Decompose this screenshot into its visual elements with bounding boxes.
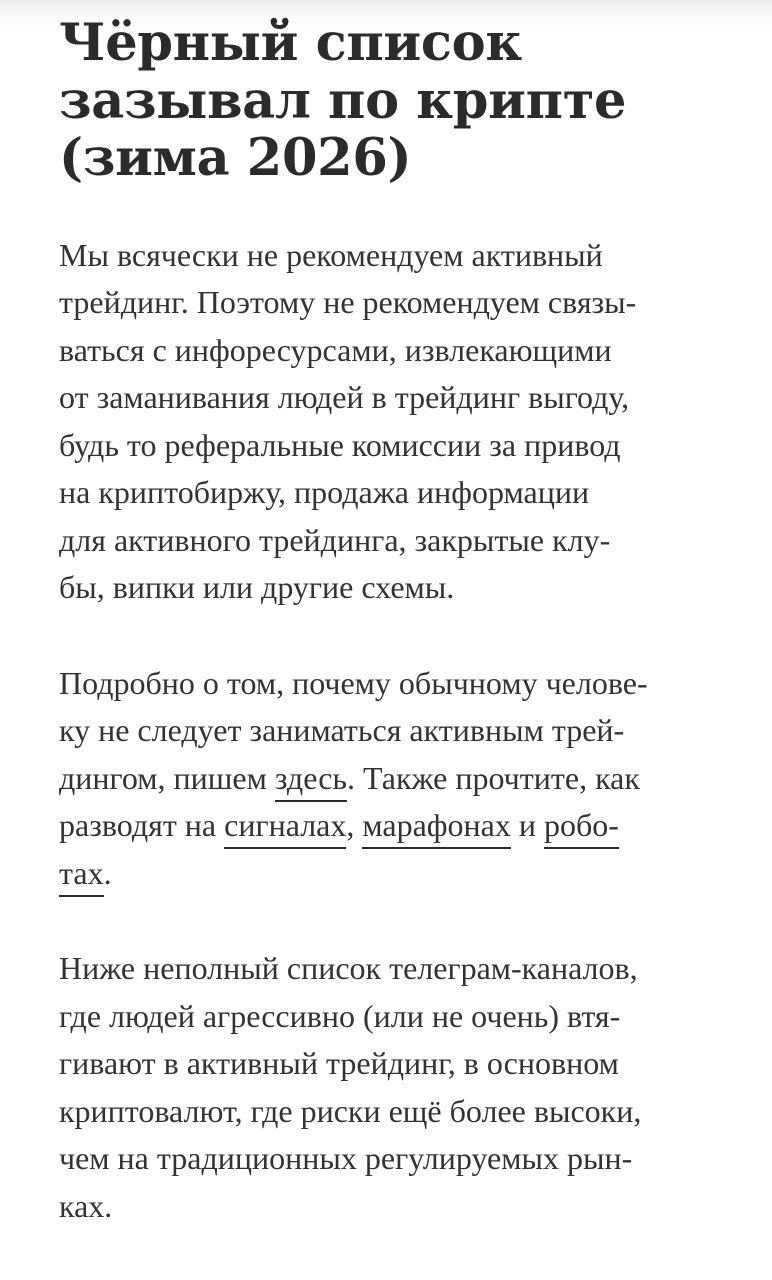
paragraph-line: от заманивания людей в трейдинг выгоду, xyxy=(59,379,630,415)
paragraph-line: Мы всячески не рекомендуем активный xyxy=(59,236,603,273)
link-robots[interactable]: робо- xyxy=(544,807,619,849)
paragraph-line xyxy=(59,802,728,850)
paragraph-line: ку не следует заниматься активным трей- xyxy=(59,712,625,748)
text-fragment: и xyxy=(510,807,544,843)
paragraph-line: на криптобиржу, продажа информации xyxy=(59,474,590,510)
article-title xyxy=(59,0,728,188)
link-here[interactable]: здесь xyxy=(275,760,347,802)
paragraph-line: Подробно о том, почему обычному челове- xyxy=(59,664,648,701)
links-paragraph xyxy=(59,660,728,898)
paragraph-line: будь то реферальные комиссии за привод xyxy=(59,426,621,463)
text-fragment: дингом, пишем xyxy=(59,759,275,796)
text-fragment: . Также прочтите, как xyxy=(346,759,640,796)
paragraph-line: чем на традиционных регулируемых рын- xyxy=(59,1140,633,1176)
link-marathons[interactable]: марафонах xyxy=(362,807,511,849)
paragraph-line: ках. xyxy=(59,1187,113,1224)
paragraph-line: где людей агрессивно (или не очень) втя- xyxy=(59,997,621,1034)
paragraph-line: трейдинг. Поэтому не рекомендуем связы- xyxy=(59,284,637,320)
paragraph-line: Ниже неполный список телеграм-каналов, xyxy=(59,950,638,986)
list-intro-paragraph xyxy=(59,945,728,1230)
text-fragment: . xyxy=(103,854,112,891)
title-line: зазывал по крипте xyxy=(59,70,627,131)
link-signals[interactable]: сигналах xyxy=(224,807,346,849)
text-fragment: разводят на xyxy=(59,807,225,843)
link-robots-continued[interactable]: тах xyxy=(59,855,104,897)
paragraph-line: ваться с инфоресурсами, извлекающими xyxy=(59,331,612,368)
text-fragment: , xyxy=(346,807,355,843)
paragraph-line: бы, випки или другие схемы. xyxy=(59,569,455,605)
intro-paragraph xyxy=(59,232,728,612)
paragraph-line: криптовалют, где риски ещё более высоки, xyxy=(59,1092,642,1129)
paragraph-line xyxy=(59,850,728,898)
paragraph-line: для активного трейдинга, закрытые клу- xyxy=(59,521,611,558)
title-line: Чёрный список xyxy=(59,13,522,73)
title-line: (зима 2026) xyxy=(59,128,412,188)
paragraph-line xyxy=(59,755,728,803)
paragraph-line: гивают в активный трейдинг, в основном xyxy=(59,1045,619,1081)
